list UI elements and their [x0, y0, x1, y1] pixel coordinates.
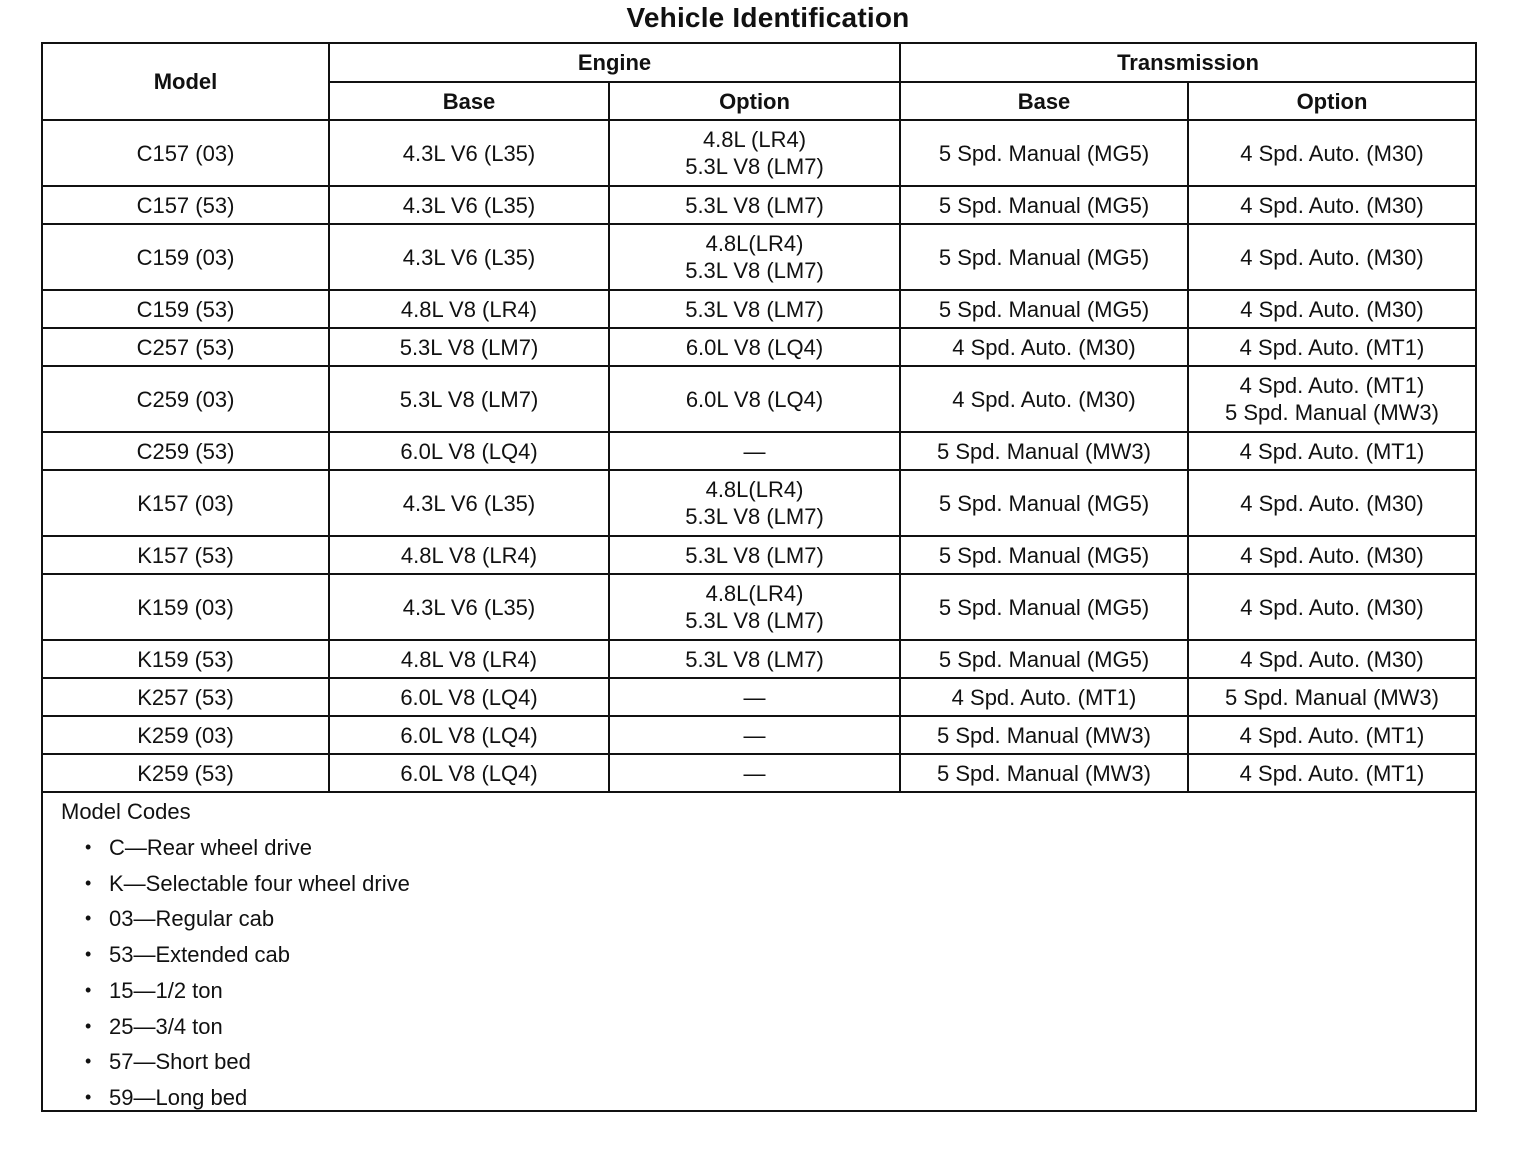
trans-option-cell	[1188, 366, 1475, 432]
engine-base-cell: 4.3L V6 (L35)	[329, 470, 609, 536]
model-cell: C259 (53)	[43, 432, 329, 470]
header-engine-option: Option	[609, 82, 900, 120]
trans-option-cell-line: 4 Spd. Auto. (M30)	[1240, 594, 1424, 620]
model-code-text: 53—Extended cab	[109, 942, 291, 968]
table-row	[43, 574, 1475, 640]
trans-option-cell-line: 5 Spd. Manual (MW3)	[1225, 684, 1439, 710]
trans-option-cell	[1188, 640, 1475, 678]
engine-option-cell-line: 5.3L V8 (LM7)	[685, 504, 824, 529]
trans-base-cell	[900, 366, 1188, 432]
model-code-text: K—Selectable four wheel drive	[109, 870, 410, 896]
list-item	[85, 830, 1475, 866]
list-item	[85, 901, 1475, 937]
trans-option-cell	[1188, 224, 1475, 290]
bullet-icon: •	[85, 979, 92, 1000]
model-cell: K259 (53)	[43, 754, 329, 792]
engine-base-cell: 6.0L V8 (LQ4)	[329, 432, 609, 470]
engine-option-cell-line: 4.8L(LR4)	[705, 477, 804, 502]
trans-base-cell	[900, 640, 1188, 678]
table-row	[43, 470, 1475, 536]
engine-option-cell-line: 5.3L V8 (LM7)	[685, 192, 824, 218]
table-row	[43, 536, 1475, 574]
engine-option-cell	[609, 678, 900, 716]
engine-option-cell	[609, 290, 900, 328]
engine-option-cell-line: —	[743, 760, 766, 786]
trans-base-cell-line: 5 Spd. Manual (MG5)	[938, 490, 1150, 516]
bullet-icon: •	[85, 837, 92, 857]
trans-base-cell-line: 5 Spd. Manual (MG5)	[938, 140, 1150, 166]
table-body	[43, 120, 1475, 792]
model-code-text: 03—Regular cab	[109, 906, 275, 932]
table-row	[43, 366, 1475, 432]
engine-option-cell-line: 5.3L V8 (LM7)	[685, 296, 824, 322]
trans-base-cell	[900, 290, 1188, 328]
trans-option-cell-line: 4 Spd. Auto. (MT1)	[1239, 760, 1425, 786]
header-trans-base: Base	[900, 82, 1188, 120]
table-row	[43, 432, 1475, 470]
trans-option-cell-line: 4 Spd. Auto. (MT1)	[1239, 722, 1425, 748]
model-codes-title: Model Codes	[61, 799, 191, 824]
list-item	[85, 973, 1475, 1009]
list-item	[85, 1080, 1475, 1116]
model-code-text: 25—3/4 ton	[109, 1013, 223, 1039]
trans-base-cell-line: 4 Spd. Auto. (M30)	[952, 386, 1136, 412]
bullet-icon: •	[85, 1086, 92, 1107]
trans-base-cell	[900, 224, 1188, 290]
table-row	[43, 328, 1475, 366]
header-trans-option: Option	[1188, 82, 1475, 120]
model-cell: K159 (03)	[43, 574, 329, 640]
engine-option-cell-line: —	[743, 438, 766, 464]
document-title: Vehicle Identification	[626, 2, 910, 33]
trans-base-cell-line: 5 Spd. Manual (MW3)	[937, 760, 1151, 786]
trans-option-cell	[1188, 536, 1475, 574]
list-item	[85, 1009, 1475, 1045]
bullet-icon: •	[85, 944, 92, 965]
trans-base-cell-line: 5 Spd. Manual (MG5)	[938, 244, 1150, 270]
engine-option-cell	[609, 470, 900, 536]
trans-base-cell	[900, 120, 1188, 186]
engine-option-cell-line: —	[743, 722, 766, 748]
trans-base-cell	[900, 186, 1188, 224]
vehicle-identification-table	[43, 44, 1475, 793]
engine-base-cell: 4.3L V6 (L35)	[329, 224, 609, 290]
engine-base-cell: 4.8L V8 (LR4)	[329, 640, 609, 678]
trans-option-cell-line: 4 Spd. Auto. (M30)	[1240, 542, 1424, 568]
model-cell: C157 (03)	[43, 120, 329, 186]
engine-option-cell	[609, 432, 900, 470]
trans-option-cell	[1188, 186, 1475, 224]
model-codes-list	[61, 830, 1475, 1116]
engine-option-cell	[609, 754, 900, 792]
bullet-icon: •	[85, 1015, 92, 1036]
trans-option-cell	[1188, 470, 1475, 536]
trans-option-cell	[1188, 574, 1475, 640]
list-item	[85, 866, 1475, 902]
engine-base-cell: 4.8L V8 (LR4)	[329, 290, 609, 328]
engine-base-cell: 6.0L V8 (LQ4)	[329, 754, 609, 792]
table-row	[43, 640, 1475, 678]
trans-option-cell	[1188, 328, 1475, 366]
engine-option-cell-line: 4.8L (LR4)	[702, 127, 807, 152]
engine-option-cell-line: 5.3L V8 (LM7)	[685, 608, 824, 633]
bullet-icon: •	[85, 908, 92, 929]
model-cell: K257 (53)	[43, 678, 329, 716]
engine-option-cell	[609, 328, 900, 366]
engine-option-cell-line: 4.8L(LR4)	[705, 231, 804, 256]
engine-base-cell: 4.8L V8 (LR4)	[329, 536, 609, 574]
trans-option-cell-line: 4 Spd. Auto. (M30)	[1240, 296, 1424, 322]
header-engine-base: Base	[329, 82, 609, 120]
trans-option-cell-line: 4 Spd. Auto. (MT1)	[1239, 334, 1425, 360]
trans-option-cell-line: 4 Spd. Auto. (M30)	[1240, 244, 1424, 270]
engine-base-cell: 4.3L V6 (L35)	[329, 120, 609, 186]
trans-option-cell	[1188, 716, 1475, 754]
trans-base-cell	[900, 678, 1188, 716]
engine-base-cell: 4.3L V6 (L35)	[329, 574, 609, 640]
engine-option-cell-line: 5.3L V8 (LM7)	[685, 154, 824, 179]
trans-option-cell-line: 4 Spd. Auto. (M30)	[1240, 490, 1424, 516]
trans-option-cell-line: 4 Spd. Auto. (M30)	[1240, 192, 1424, 218]
engine-option-cell-line: —	[743, 684, 766, 710]
table-row	[43, 186, 1475, 224]
table-row	[43, 754, 1475, 792]
trans-option-cell	[1188, 754, 1475, 792]
engine-option-cell-line: 5.3L V8 (LM7)	[685, 542, 824, 568]
trans-option-cell	[1188, 290, 1475, 328]
model-cell: C159 (53)	[43, 290, 329, 328]
trans-option-cell-line: 4 Spd. Auto. (M30)	[1240, 140, 1424, 166]
trans-base-cell-line: 4 Spd. Auto. (M30)	[952, 334, 1136, 360]
engine-base-cell: 6.0L V8 (LQ4)	[329, 716, 609, 754]
engine-option-cell-line: 4.8L(LR4)	[705, 581, 804, 606]
table-row	[43, 716, 1475, 754]
trans-base-cell-line: 5 Spd. Manual (MW3)	[937, 722, 1151, 748]
trans-base-cell-line: 5 Spd. Manual (MG5)	[938, 594, 1150, 620]
engine-option-cell	[609, 366, 900, 432]
engine-option-cell	[609, 186, 900, 224]
trans-option-cell	[1188, 678, 1475, 716]
engine-base-cell: 6.0L V8 (LQ4)	[329, 678, 609, 716]
engine-option-cell-line: 5.3L V8 (LM7)	[685, 646, 824, 672]
trans-base-cell-line: 5 Spd. Manual (MW3)	[937, 438, 1151, 464]
header-engine: Engine	[329, 44, 900, 82]
model-cell: C259 (03)	[43, 366, 329, 432]
model-cell: K157 (53)	[43, 536, 329, 574]
table-row	[43, 290, 1475, 328]
model-cell: K157 (03)	[43, 470, 329, 536]
model-codes-notes	[43, 794, 1475, 1116]
engine-option-cell-line: 6.0L V8 (LQ4)	[685, 334, 824, 360]
model-cell: K259 (03)	[43, 716, 329, 754]
header-transmission: Transmission	[900, 44, 1475, 82]
trans-option-cell-line: 5 Spd. Manual (MW3)	[1225, 400, 1439, 425]
header-model: Model	[43, 44, 329, 120]
model-code-text: 59—Long bed	[109, 1084, 248, 1110]
model-cell: K159 (53)	[43, 640, 329, 678]
engine-option-cell-line: 6.0L V8 (LQ4)	[685, 386, 824, 412]
trans-base-cell-line: 5 Spd. Manual (MG5)	[938, 192, 1150, 218]
model-code-text: 15—1/2 ton	[109, 977, 223, 1003]
engine-option-cell	[609, 640, 900, 678]
trans-option-cell-line: 4 Spd. Auto. (MT1)	[1239, 373, 1425, 398]
trans-base-cell-line: 5 Spd. Manual (MG5)	[938, 296, 1150, 322]
model-code-text: C—Rear wheel drive	[109, 835, 312, 860]
trans-base-cell-line: 4 Spd. Auto. (MT1)	[951, 684, 1137, 710]
trans-base-cell	[900, 536, 1188, 574]
model-cell: C157 (53)	[43, 186, 329, 224]
trans-base-cell	[900, 716, 1188, 754]
trans-option-cell	[1188, 120, 1475, 186]
model-cell: C159 (03)	[43, 224, 329, 290]
trans-base-cell-line: 5 Spd. Manual (MG5)	[938, 646, 1150, 672]
trans-base-cell	[900, 574, 1188, 640]
engine-option-cell	[609, 574, 900, 640]
list-item	[85, 937, 1475, 973]
trans-option-cell-line: 4 Spd. Auto. (MT1)	[1239, 438, 1425, 464]
model-cell: C257 (53)	[43, 328, 329, 366]
vehicle-identification-frame	[41, 42, 1477, 1112]
trans-base-cell	[900, 432, 1188, 470]
engine-option-cell	[609, 716, 900, 754]
engine-option-cell	[609, 120, 900, 186]
engine-base-cell: 5.3L V8 (LM7)	[329, 328, 609, 366]
engine-base-cell: 4.3L V6 (L35)	[329, 186, 609, 224]
trans-option-cell	[1188, 432, 1475, 470]
engine-base-cell: 5.3L V8 (LM7)	[329, 366, 609, 432]
table-row	[43, 678, 1475, 716]
model-code-text: 57—Short bed	[109, 1049, 251, 1075]
table-row	[43, 120, 1475, 186]
trans-option-cell-line: 4 Spd. Auto. (M30)	[1240, 646, 1424, 672]
table-row	[43, 224, 1475, 290]
engine-option-cell-line: 5.3L V8 (LM7)	[685, 258, 824, 283]
bullet-icon: •	[85, 872, 92, 893]
bullet-icon: •	[85, 1051, 92, 1072]
trans-base-cell	[900, 328, 1188, 366]
trans-base-cell	[900, 754, 1188, 792]
engine-option-cell	[609, 536, 900, 574]
engine-option-cell	[609, 224, 900, 290]
trans-base-cell	[900, 470, 1188, 536]
list-item	[85, 1044, 1475, 1080]
trans-base-cell-line: 5 Spd. Manual (MG5)	[938, 542, 1150, 568]
